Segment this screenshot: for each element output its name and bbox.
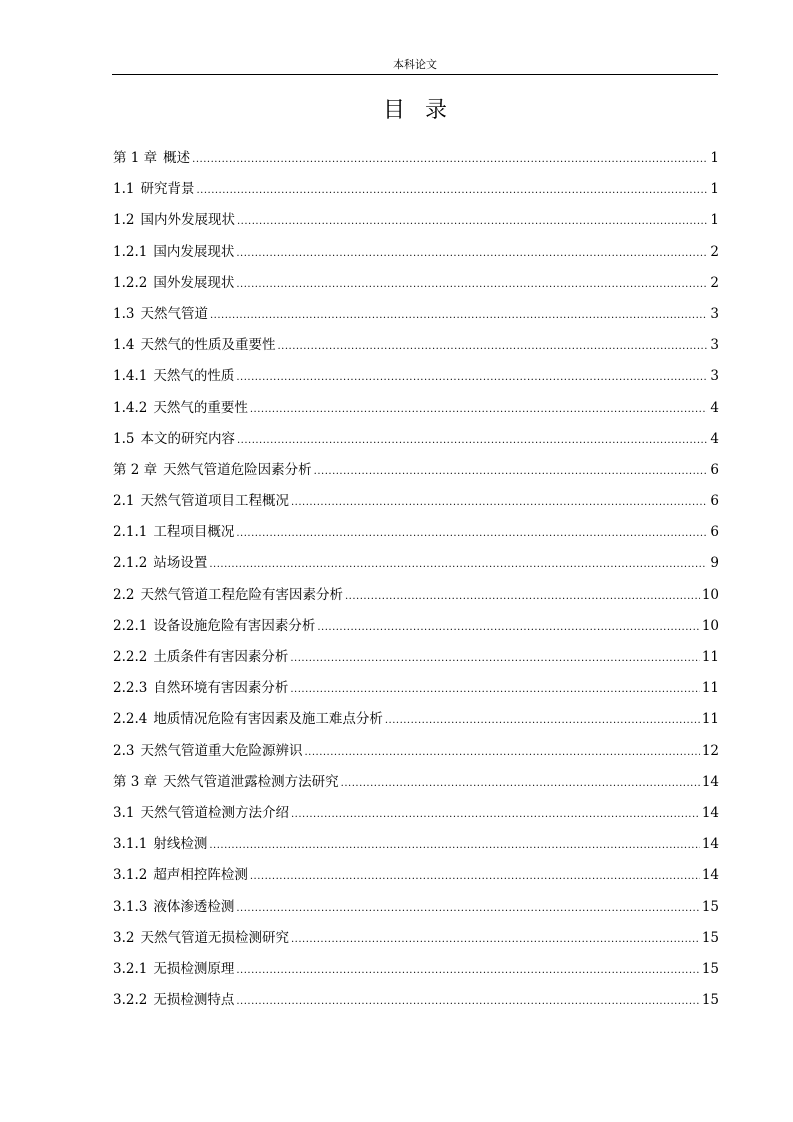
- toc-leader-dots: [291, 491, 707, 515]
- toc-entry[interactable]: [113, 364, 719, 395]
- toc-page-number: 12: [701, 742, 719, 759]
- toc-number: 2.2.4: [113, 711, 148, 728]
- toc-page-number: 1: [710, 150, 719, 166]
- toc-entry[interactable]: [113, 614, 719, 645]
- toc-leader-dots: [209, 553, 707, 577]
- toc-title: 工程项目概况: [153, 524, 235, 541]
- toc-leader-dots: [250, 865, 700, 889]
- toc-leader-dots: [385, 709, 700, 733]
- toc-page-number: 6: [710, 493, 719, 510]
- toc-page-number: 14: [701, 867, 719, 884]
- toc-leader-dots: [277, 335, 707, 359]
- toc-leader-dots: [236, 522, 707, 546]
- toc-page-number: 4: [710, 399, 719, 416]
- toc-number: 3.1.1: [113, 836, 148, 853]
- toc-number: 3.2: [113, 929, 135, 946]
- toc-title: 国外发展现状: [153, 274, 235, 291]
- toc-page-number: 1: [710, 181, 719, 198]
- toc-title: 天然气管道项目工程概况: [140, 493, 289, 510]
- toc-title: 天然气的性质及重要性: [140, 337, 276, 354]
- toc-leader-dots: [192, 148, 707, 172]
- toc-leader-dots: [314, 460, 707, 484]
- toc-entry[interactable]: [113, 583, 719, 614]
- toc-page-number: 15: [701, 898, 719, 915]
- toc-leader-dots: [236, 959, 699, 983]
- toc-entry[interactable]: [113, 240, 719, 271]
- toc-title: 自然环境有害因素分析: [153, 680, 289, 697]
- toc-page-number: 14: [701, 804, 719, 821]
- toc-entry[interactable]: [113, 926, 719, 957]
- toc-page-number: 11: [701, 680, 719, 697]
- toc-number: 3.2.2: [113, 992, 148, 1009]
- toc-leader-dots: [250, 398, 707, 422]
- page-title: 目录: [382, 98, 467, 123]
- toc-title: 站场设置: [153, 555, 208, 572]
- toc-number: 3.1: [113, 804, 135, 821]
- page-header: 本科论文: [393, 58, 437, 71]
- toc-page-number: 3: [710, 305, 719, 322]
- toc-entry[interactable]: [113, 177, 719, 208]
- toc-number: 2.1.2: [113, 555, 148, 572]
- toc-title: 天然气管道: [140, 305, 208, 322]
- toc-number: 2.1.1: [113, 524, 148, 541]
- toc-page-number: 15: [701, 992, 719, 1009]
- toc-title: 天然气管道泄露检测方法研究: [163, 773, 339, 790]
- toc-title: 无损检测特点: [153, 992, 235, 1009]
- toc-entry[interactable]: [113, 895, 719, 926]
- toc-leader-dots: [236, 242, 707, 266]
- toc-title: 天然气管道危险因素分析: [163, 461, 312, 478]
- toc-leader-dots: [209, 834, 699, 858]
- toc-number: 1.4.2: [113, 399, 148, 416]
- toc-entry[interactable]: [113, 489, 719, 520]
- toc-number: 2.2.1: [113, 617, 148, 634]
- toc-page-number: 15: [701, 960, 719, 977]
- toc-title: 射线检测: [153, 836, 208, 853]
- toc-entry[interactable]: [113, 146, 719, 177]
- toc-number: 1.1: [113, 181, 135, 198]
- toc-page-number: 1: [710, 212, 719, 229]
- toc-entry[interactable]: [113, 988, 719, 1019]
- toc-number: 第 3 章: [113, 773, 158, 790]
- toc-page-number: 6: [710, 461, 719, 478]
- toc-title: 国内外发展现状: [140, 212, 235, 229]
- toc-leader-dots: [236, 366, 707, 390]
- toc-title: 超声相控阵检测: [153, 867, 248, 884]
- toc-title: 天然气管道工程危险有害因素分析: [140, 586, 343, 603]
- toc-title: 天然气管道无损检测研究: [140, 929, 289, 946]
- toc-entry[interactable]: [113, 645, 719, 676]
- toc-page-number: 11: [701, 649, 719, 665]
- toc-title: 天然气的重要性: [153, 399, 248, 416]
- toc-page-number: 15: [701, 929, 719, 946]
- toc-entry[interactable]: [113, 707, 719, 738]
- toc-leader-dots: [291, 928, 700, 952]
- toc-entry[interactable]: [113, 770, 719, 801]
- toc-title: 天然气管道重大危险源辨识: [140, 742, 303, 759]
- toc-page-number: 3: [710, 368, 719, 385]
- toc-page-number: 14: [701, 836, 719, 853]
- toc-number: 1.2: [113, 212, 135, 229]
- toc-title: 本文的研究内容: [140, 430, 235, 447]
- toc-title: 天然气管道检测方法介绍: [140, 804, 289, 821]
- toc-page-number: 2: [710, 274, 719, 291]
- toc-number: 1.3: [113, 305, 135, 322]
- toc-leader-dots: [236, 990, 699, 1014]
- toc-entry[interactable]: [113, 271, 719, 302]
- toc-entry[interactable]: [113, 832, 719, 863]
- toc-leader-dots: [236, 897, 699, 921]
- toc-number: 2.3: [113, 742, 135, 759]
- toc-title: 设备设施危险有害因素分析: [153, 617, 316, 634]
- toc-page-number: 14: [701, 773, 719, 790]
- toc-page-number: 6: [710, 524, 719, 541]
- toc-title: 地质情况危险有害因素及施工难点分析: [153, 711, 383, 728]
- toc-number: 1.2.2: [113, 274, 148, 291]
- table-of-contents: [113, 146, 719, 1019]
- toc-number: 1.4: [113, 337, 135, 354]
- toc-entry[interactable]: [113, 333, 719, 364]
- toc-entry[interactable]: [113, 208, 719, 239]
- toc-page-number: 4: [710, 430, 719, 447]
- toc-title: 液体渗透检测: [153, 898, 235, 915]
- toc-entry[interactable]: [113, 396, 719, 427]
- toc-leader-dots: [210, 304, 707, 328]
- toc-entry[interactable]: [113, 801, 719, 832]
- toc-title: 无损检测原理: [153, 960, 235, 977]
- toc-number: 3.1.2: [113, 867, 148, 884]
- toc-number: 2.2.2: [113, 649, 148, 665]
- toc-title: 土质条件有害因素分析: [153, 649, 289, 665]
- toc-page-number: 2: [710, 243, 719, 260]
- toc-leader-dots: [237, 429, 707, 453]
- toc-number: 2.2: [113, 586, 135, 603]
- toc-entry[interactable]: [113, 957, 719, 988]
- toc-page-number: 3: [710, 337, 719, 354]
- toc-page-number: 10: [701, 586, 719, 603]
- header-rule: [112, 74, 718, 75]
- toc-number: 第 1 章: [113, 150, 158, 166]
- toc-leader-dots: [196, 179, 707, 203]
- toc-number: 1.4.1: [113, 368, 148, 385]
- toc-entry[interactable]: [113, 458, 719, 489]
- toc-entry[interactable]: [113, 863, 719, 894]
- toc-entry[interactable]: [113, 520, 719, 551]
- toc-title: 概述: [163, 150, 191, 166]
- toc-entry[interactable]: [113, 302, 719, 333]
- toc-entry[interactable]: [113, 427, 719, 458]
- toc-number: 1.2.1: [113, 243, 148, 260]
- toc-entry[interactable]: [113, 551, 719, 582]
- toc-page-number: 9: [710, 555, 719, 572]
- toc-leader-dots: [345, 585, 700, 609]
- toc-page-number: 10: [701, 617, 719, 634]
- toc-number: 3.1.3: [113, 898, 148, 915]
- toc-entry[interactable]: [113, 739, 719, 770]
- toc-leader-dots: [304, 741, 699, 765]
- toc-leader-dots: [290, 647, 699, 671]
- toc-entry[interactable]: [113, 676, 719, 707]
- toc-number: 1.5: [113, 430, 135, 447]
- toc-number: 2.2.3: [113, 680, 148, 697]
- toc-leader-dots: [341, 772, 700, 796]
- toc-leader-dots: [236, 273, 707, 297]
- toc-number: 第 2 章: [113, 461, 158, 478]
- toc-leader-dots: [290, 678, 699, 702]
- toc-title: 研究背景: [140, 181, 195, 198]
- toc-title: 国内发展现状: [153, 243, 235, 260]
- toc-page-number: 11: [701, 711, 719, 728]
- toc-title: 天然气的性质: [153, 368, 235, 385]
- toc-leader-dots: [291, 803, 700, 827]
- toc-number: 3.2.1: [113, 960, 148, 977]
- toc-leader-dots: [237, 210, 707, 234]
- toc-number: 2.1: [113, 493, 135, 510]
- toc-leader-dots: [317, 616, 699, 640]
